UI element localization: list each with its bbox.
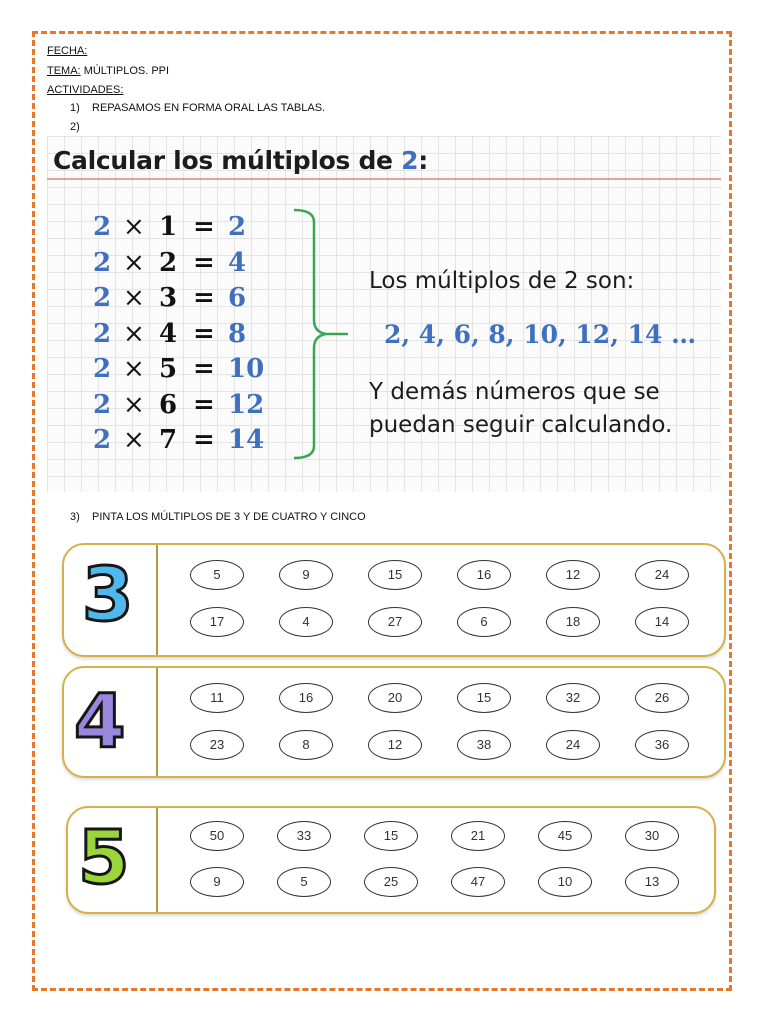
equals-sign: = <box>193 425 215 455</box>
equals-sign: = <box>193 389 215 420</box>
lesson-title-text: Calcular los múltiplos de <box>53 146 402 175</box>
multiplier: 4 <box>159 318 178 349</box>
times-sign: × <box>123 389 145 420</box>
activity-2 <box>70 121 92 134</box>
number-circle[interactable]: 11 <box>190 683 244 713</box>
product: 2 <box>228 212 247 242</box>
multiplier: 1 <box>159 212 178 242</box>
times-sign: × <box>123 425 145 455</box>
number-circle[interactable]: 23 <box>190 730 244 760</box>
number-circle[interactable]: 17 <box>190 607 244 637</box>
activity-number: 2) <box>70 121 80 133</box>
number-circle[interactable]: 15 <box>364 821 418 851</box>
multiplier: 7 <box>159 425 178 455</box>
multiples-values: 2, 4, 6, 8, 10, 12, 14 … <box>384 320 697 349</box>
factor: 2 <box>93 212 112 242</box>
actividades-label: ACTIVIDADES: <box>47 84 124 96</box>
times-sign: × <box>123 212 145 242</box>
activity-3 <box>70 511 366 524</box>
activity-1 <box>70 102 325 115</box>
multiples-label: Los múltiplos de 2 son: <box>369 268 635 294</box>
multiples-note: Y demás números que se puedan seguir calculando. <box>369 379 673 438</box>
number-circle[interactable]: 20 <box>368 683 422 713</box>
number-circle[interactable]: 4 <box>279 607 333 637</box>
number-circle[interactable]: 6 <box>457 607 511 637</box>
number-circle[interactable]: 18 <box>546 607 600 637</box>
number-circle[interactable]: 26 <box>635 683 689 713</box>
multiplier: 5 <box>159 354 178 384</box>
number-circle[interactable]: 16 <box>457 560 511 590</box>
number-circle[interactable]: 13 <box>625 867 679 897</box>
number-circle[interactable]: 50 <box>190 821 244 851</box>
big-digit-4: 4 <box>74 679 126 765</box>
times-sign: × <box>123 354 145 384</box>
number-circle[interactable]: 15 <box>457 683 511 713</box>
tema-line <box>47 65 169 78</box>
number-circle[interactable]: 9 <box>190 867 244 897</box>
number-circle[interactable]: 24 <box>546 730 600 760</box>
tema-label: TEMA: <box>47 65 81 77</box>
fecha-line <box>47 45 87 58</box>
factor: 2 <box>93 283 112 313</box>
lesson-title <box>53 146 428 175</box>
activity-number: 3) <box>70 511 80 523</box>
times-sign: × <box>123 318 145 349</box>
box-divider <box>156 808 158 912</box>
factor: 2 <box>93 318 112 349</box>
number-circle[interactable]: 14 <box>635 607 689 637</box>
number-circle[interactable]: 38 <box>457 730 511 760</box>
number-circle[interactable]: 45 <box>538 821 592 851</box>
multiples-lesson-image <box>47 136 721 492</box>
number-circle[interactable]: 5 <box>190 560 244 590</box>
tema-value: MÚLTIPLOS. PPI <box>83 65 170 77</box>
multiplier: 2 <box>159 247 178 278</box>
fecha-label: FECHA: <box>47 45 88 57</box>
number-circle[interactable]: 9 <box>279 560 333 590</box>
factor: 2 <box>93 389 112 420</box>
box-divider <box>156 545 158 655</box>
factor: 2 <box>93 247 112 278</box>
number-circle[interactable]: 8 <box>279 730 333 760</box>
equals-sign: = <box>193 283 215 313</box>
lesson-title-number: 2 <box>401 146 419 175</box>
equals-sign: = <box>193 318 215 349</box>
factor: 2 <box>93 354 112 384</box>
times-sign: × <box>123 247 145 278</box>
number-circle[interactable]: 12 <box>546 560 600 590</box>
number-circle[interactable]: 12 <box>368 730 422 760</box>
equals-sign: = <box>193 354 215 384</box>
number-circle[interactable]: 36 <box>635 730 689 760</box>
product: 10 <box>228 354 265 384</box>
activity-text: REPASAMOS EN FORMA ORAL LAS TABLAS. <box>92 102 326 114</box>
number-circle[interactable]: 21 <box>451 821 505 851</box>
number-circle[interactable]: 30 <box>625 821 679 851</box>
curly-brace-icon <box>292 208 352 460</box>
multiplier: 6 <box>159 389 178 420</box>
number-circle[interactable]: 24 <box>635 560 689 590</box>
product: 6 <box>228 283 247 313</box>
product: 14 <box>228 425 265 455</box>
number-circle[interactable]: 10 <box>538 867 592 897</box>
box-divider <box>156 668 158 776</box>
activity-text: PINTA LOS MÚLTIPLOS DE 3 Y DE CUATRO Y CINCO <box>92 511 366 523</box>
number-circle[interactable]: 27 <box>368 607 422 637</box>
times-sign: × <box>123 283 145 313</box>
product: 4 <box>228 247 247 278</box>
activity-number: 1) <box>70 102 80 114</box>
number-circle[interactable]: 47 <box>451 867 505 897</box>
product: 12 <box>228 389 265 420</box>
product: 8 <box>228 318 247 349</box>
actividades-line <box>47 84 123 97</box>
equals-sign: = <box>193 212 215 242</box>
number-circle[interactable]: 33 <box>277 821 331 851</box>
number-circle[interactable]: 16 <box>279 683 333 713</box>
number-circle[interactable]: 5 <box>277 867 331 897</box>
number-circle[interactable]: 15 <box>368 560 422 590</box>
number-circle[interactable]: 32 <box>546 683 600 713</box>
factor: 2 <box>93 425 112 455</box>
equals-sign: = <box>193 247 215 278</box>
big-digit-3: 3 <box>82 552 134 638</box>
title-underline <box>47 178 721 180</box>
multiplier: 3 <box>159 283 178 313</box>
lesson-title-colon: : <box>418 146 428 175</box>
big-digit-5: 5 <box>78 815 130 901</box>
number-circle[interactable]: 25 <box>364 867 418 897</box>
